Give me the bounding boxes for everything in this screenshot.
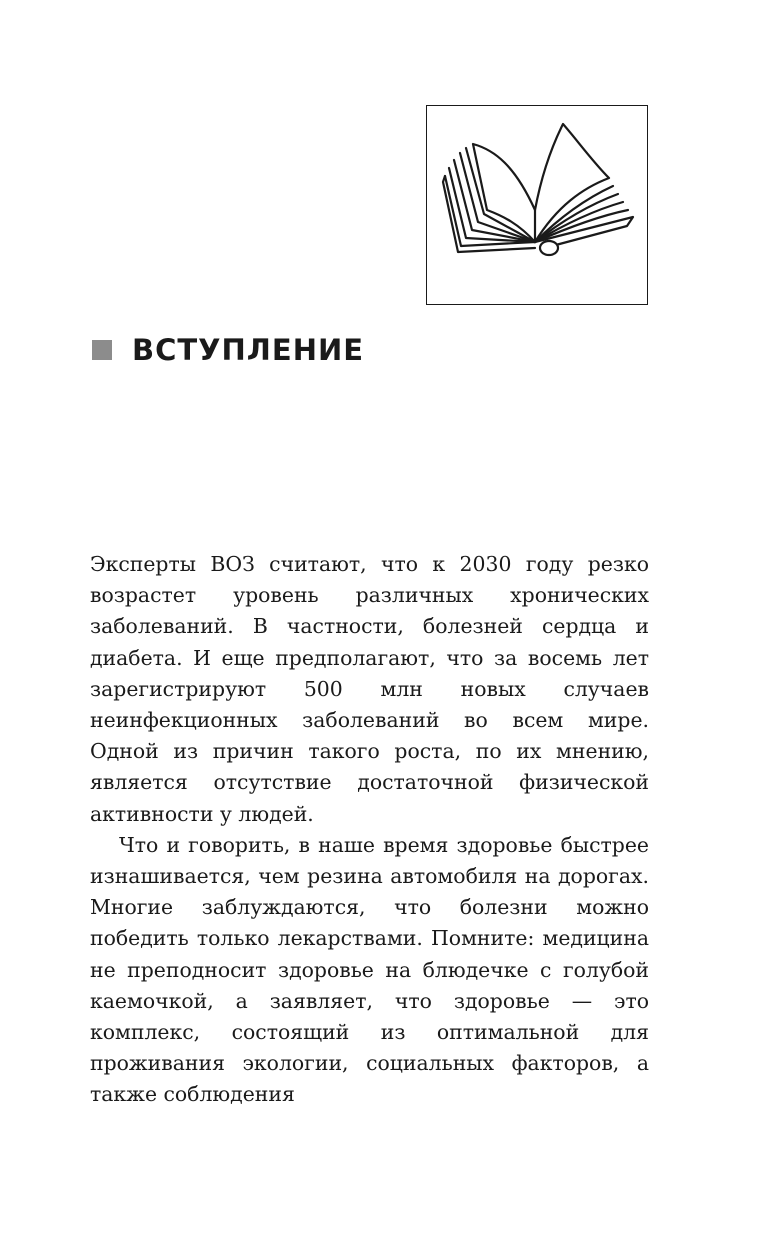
chapter-title: ВСТУПЛЕНИЕ — [132, 333, 365, 367]
paragraph-1: Эксперты ВОЗ считают, что к 2030 году резко возрастет уровень различных хронических заболеваний. В частности, болезней сердца и диабета. И еще предполагают, что за восемь лет зарегистрируют 500 млн новых случаев неинфекционных заболеваний во всем мире. Одной из причин такого роста, по их мнению, является отсутствие достаточной физической активности у людей. — [90, 552, 649, 826]
open-book-icon — [427, 106, 649, 306]
chapter-heading — [92, 330, 364, 370]
paragraph-2: Что и говорить, в наше время здоровье быстрее изнашивается, чем резина автомобиля на дорогах. Многие заблуждаются, что болезни можно победить только лекарствами. Помните: медицина не преподносит здоровье на блюдечке с голубой каемочкой, а заявляет, что здоровье — это комплекс, состоящий из оптимальной для проживания экологии, социальных факторов, а также соблюдения — [90, 832, 649, 1107]
illustration-frame — [426, 105, 648, 305]
heading-bullet-square — [92, 340, 112, 360]
body-text — [90, 549, 649, 1111]
